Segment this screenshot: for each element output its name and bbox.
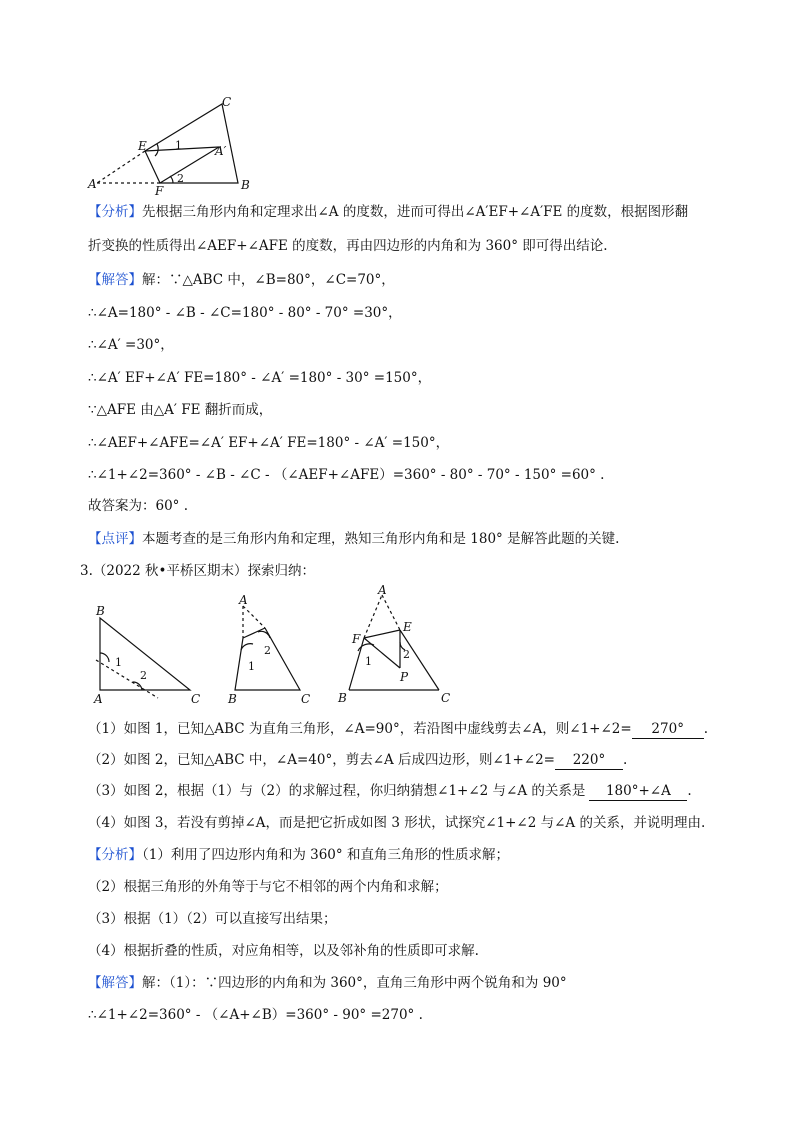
comment-tag: 【点评】 [88,531,142,547]
label-A: A [88,177,97,191]
label-C: C [222,95,232,109]
label-B: B [241,178,250,192]
solution-1-line-6: ∴∠AEF+∠AFE=∠A′ EF+∠A′ FE=180° - ∠A′ =150°， [88,435,450,451]
analysis-3-line-3: （3）根据（1）（2）可以直接写出结果； [88,911,337,927]
fig3-label-C: C [441,691,451,705]
figure-3-folded-triangle [332,585,457,707]
label-angle-1: 1 [175,139,182,152]
label-E: E [138,139,147,153]
question-3-header: 3.（2022 秋•平桥区期末）探索归纳： [80,563,315,579]
analysis-3-tag: 【分析】 [88,847,142,863]
fig3-label-1: 1 [365,655,372,668]
label-angle-2: 2 [177,172,184,185]
analysis-3-line-4: （4）根据折叠的性质，对应角相等，以及邻补角的性质即可求解. [88,943,479,959]
label-F: F [155,184,164,196]
solution-1-line-8: 故答案为：60° . [88,498,189,514]
fig1-label-C: C [191,692,201,705]
question-3-part-4: （4）如图 3，若没有剪掉∠A，而是把它折成如图 3 形状，试探究∠1+∠2 与∠A 的关系，并说明理由. [88,815,706,831]
fig1-label-B: B [96,604,105,618]
analysis-tag: 【分析】 [88,204,142,220]
fig2-label-A: A [239,593,248,607]
figure-1-right-triangle [88,600,208,705]
comment-1: 【点评】本题考查的是三角形内角和定理，熟知三角形内角和是 180° 是解答此题的关键. [88,531,620,547]
solution-3-tag: 【解答】 [88,975,142,991]
fig2-label-C: C [301,692,311,706]
fig3-label-E: E [403,620,412,634]
solution-1-line-3: ∴∠A′ =30°， [88,337,174,353]
fig2-label-B: B [228,692,237,706]
solution-1-line-5: ∵△AFE 由△A′ FE 翻折而成， [88,402,273,418]
answer-blank-1: 270° [632,720,704,739]
answer-blank-3: 180°+∠A [589,782,687,801]
analysis-3-line-1: 【分析】（1）利用了四边形内角和为 360° 和直角三角形的性质求解； [88,847,509,863]
analysis-1-line-1: 【分析】先根据三角形内角和定理求出∠A 的度数，进而可得出∠A′EF+∠A′FE 的度数，根据图形翻 [88,204,689,220]
solution-1-line-7: ∴∠1+∠2=360° - ∠B - ∠C - （∠AEF+∠AFE）=360° - 80° - 70° - 150° =60° . [88,467,605,483]
fig3-label-2: 2 [403,648,410,661]
fig1-label-1: 1 [115,656,122,669]
analysis-1-line-2: 折变换的性质得出∠AEF+∠AFE 的度数，再由四边形的内角和为 360° 即可得出结论. [88,238,608,254]
question-3-part-2: （2）如图 2，已知△ABC 中，∠A=40°，剪去∠A 后成四边形，则∠1+∠2= 220° . [88,752,628,768]
solution-1-line-4: ∴∠A′ EF+∠A′ FE=180° - ∠A′ =180° - 30° =150°， [88,370,432,386]
fig3-label-B: B [338,691,347,705]
solution-tag: 【解答】 [88,272,142,288]
solution-3-line-2: ∴∠1+∠2=360° - （∠A+∠B）=360° - 90° =270° . [88,1007,423,1023]
fig3-label-A: A [378,585,387,597]
question-3-part-1: （1）如图 1，已知△ABC 为直角三角形，∠A=90°，若沿图中虚线剪去∠A，则∠1+∠2= 270° . [88,721,708,737]
figure-2-cut-triangle [225,592,315,707]
solution-3-line-1: 【解答】解：（1）：∵四边形的内角和为 360°，直角三角形中两个锐角和为 90° [88,975,567,991]
analysis-3-line-2: （2）根据三角形的外角等于与它不相邻的两个内角和求解； [88,879,448,895]
fig2-label-1: 1 [248,660,255,673]
solution-1-line-1: 【解答】解：∵△ABC 中，∠B=80°，∠C=70°， [88,272,395,288]
label-A-prime: A′ [215,144,227,158]
answer-blank-2: 220° [555,751,623,770]
fig2-label-2: 2 [264,644,271,657]
folded-triangle-figure [86,94,256,196]
fig1-label-2: 2 [140,669,147,682]
fig1-label-A: A [94,692,103,705]
fig3-label-F: F [352,632,361,646]
question-3-part-3: （3）如图 2，根据（1）与（2）的求解过程，你归纳猜想∠1+∠2 与∠A 的关系是 180°+∠A . [88,783,692,799]
solution-1-line-2: ∴∠A=180° - ∠B - ∠C=180° - 80° - 70° =30°， [88,305,402,321]
fig3-label-P: P [400,670,409,684]
